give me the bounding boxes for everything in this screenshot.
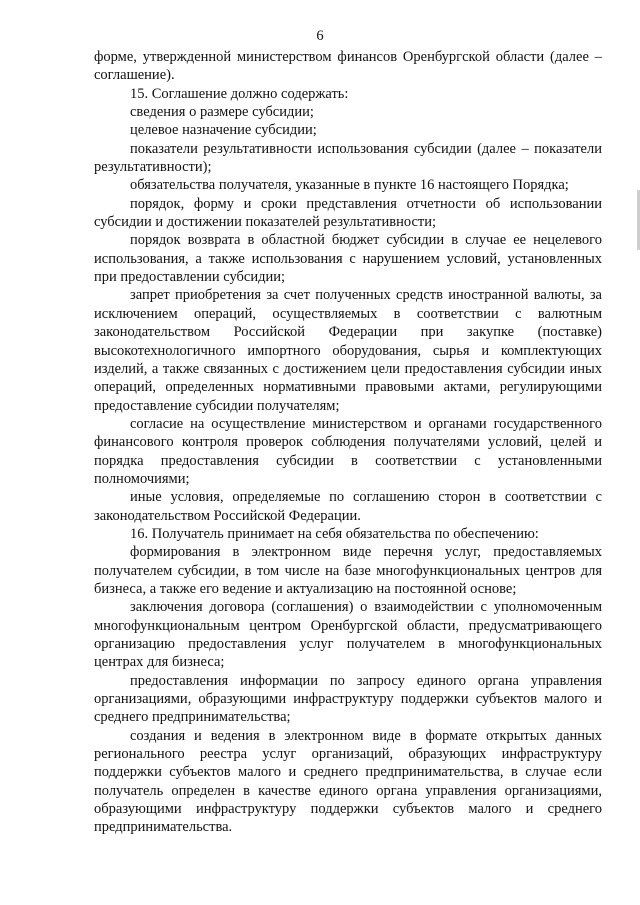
paragraph: запрет приобретения за счет полученных средств иностранной валюты, за исключением операций, осуществляемых в соответствии с валютным законодательством Российской Федерации при закупке (поставке) высокотехнологичного импортного оборудования, сырья и комплектующих изделий, а также связанных с достижением цели предоставления субсидии иных операций, определенных нормативными правовыми актами, регулирующими предоставление субсидии получателям; xyxy=(94,287,602,414)
document-body xyxy=(94,48,602,837)
paragraph: формирования в электронном виде перечня услуг, предоставляемых получателем субсидии, в том числе на базе многофункциональных центров для бизнеса, а также его ведение и актуализацию на постоянной основе; xyxy=(94,544,602,597)
paragraph: согласие на осуществление министерством и органами государственного финансового контроля проверок соблюдения получателями условий, целей и порядка предоставления субсидии в соответствии с установленными полномочиями; xyxy=(94,415,602,487)
paragraph: обязательства получателя, указанные в пункте 16 настоящего Порядка; xyxy=(130,177,569,194)
page-number: 6 xyxy=(316,28,324,44)
paragraph: заключения договора (соглашения) о взаимодействии с уполномоченным многофункциональным центром Оренбургской области, предусматривающего организацию предоставления услуг получателем в многофункциональных центрах для бизнеса; xyxy=(94,599,602,671)
paragraph: сведения о размере субсидии; xyxy=(130,104,314,121)
paragraph: предоставления информации по запросу единого органа управления организациями, образующими инфраструктуру поддержки субъектов малого и среднего предпринимательства; xyxy=(94,672,602,726)
paragraph: форме, утвержденной министерством финансов Оренбургской области (далее – соглашение). xyxy=(94,49,602,84)
paragraph: показатели результативности использования субсидии (далее – показатели результативности); xyxy=(94,140,602,176)
paragraph: иные условия, определяемые по соглашению сторон в соответствии с законодательством Российской Федерации. xyxy=(94,489,602,524)
paragraph: создания и ведения в электронном виде в формате открытых данных регионального реестра услуг организаций, образующих инфраструктуру поддержки субъектов малого и среднего предпринимательства, в случае если получатель определен в качестве единого органа управления организациями, образующими инфраструктуру поддержки субъектов малого и среднего предпринимательства. xyxy=(94,727,602,836)
paragraph: целевое назначение субсидии; xyxy=(130,122,317,139)
paragraph: порядок возврата в областной бюджет субсидии в случае ее нецелевого использования, а также использования с нарушением условий, установленных при предоставлении субсидии; xyxy=(94,232,602,286)
paragraph: 15. Соглашение должно содержать: xyxy=(130,85,349,102)
paragraph: 16. Получатель принимает на себя обязательства по обеспечению: xyxy=(130,525,539,542)
paragraph: порядок, форму и сроки представления отчетности об использовании субсидии и достижении показателей результативности; xyxy=(94,195,602,231)
